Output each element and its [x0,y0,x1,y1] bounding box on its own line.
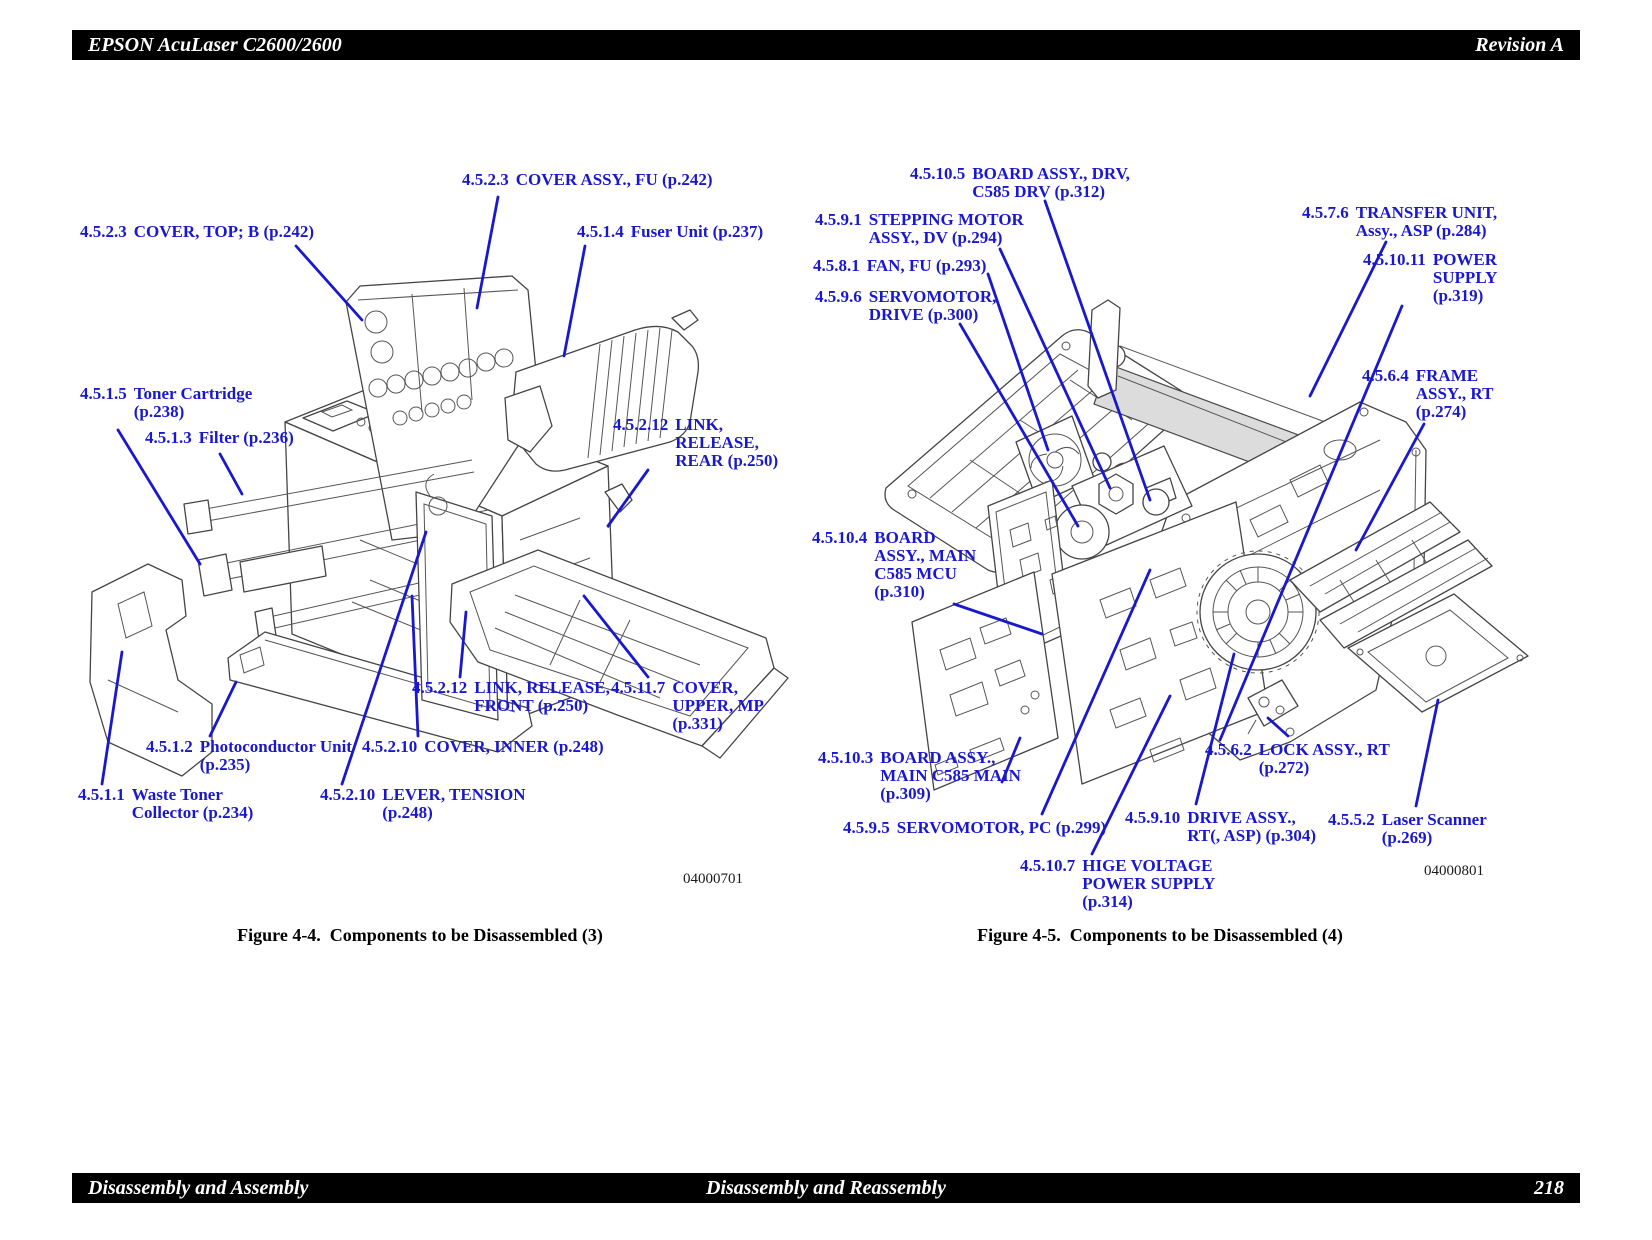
label-line: POWER [1432,250,1498,269]
label-line: COVER, [672,678,738,697]
label-line: BOARD ASSY., DRV, [972,164,1130,183]
drawing-code-left: 04000701 [683,871,743,887]
label-line: FRONT (p.250) [474,696,589,715]
label-line: (p.274) [1415,402,1467,421]
label-line: LINK, RELEASE, [474,678,610,697]
part-label-board-main: 4.5.10.3 BOARD ASSY., MAIN C585 MAIN (p.309) [818,748,1021,803]
label-line: Photoconductor Unit [199,737,352,756]
part-label-fuser-unit: 4.5.1.4 Fuser Unit (p.237) [577,222,764,241]
label-line: SERVOMOTOR, PC (p.299) [896,818,1107,837]
label-line: ASSY., DV (p.294) [868,228,1003,247]
label-line: Laser Scanner [1381,810,1487,829]
label-line: BOARD ASSY., [880,748,996,767]
label-line: (p.331) [672,714,723,733]
label-line: COVER, TOP; B (p.242) [133,222,315,241]
part-label-waste-toner-collector: 4.5.1.1 Waste Toner Collector (p.234) [78,785,254,822]
label-line: TRANSFER UNIT, [1355,203,1498,222]
header-bar [72,30,1580,60]
header-title: EPSON AcuLaser C2600/2600 [88,33,342,56]
figure-4-5-caption: Figure 4-5. Components to be Disassembled (4) [977,925,1343,945]
part-label-link-release-front: 4.5.2.12 LINK, RELEASE, FRONT (p.250) [412,678,610,715]
label-line: HIGE VOLTAGE [1082,856,1213,875]
part-label-filter: 4.5.1.3 Filter (p.236) [145,428,294,447]
part-label-cover-top-b: 4.5.2.3 COVER, TOP; B (p.242) [80,222,315,241]
part-label-stepping-motor: 4.5.9.1 STEPPING MOTOR ASSY., DV (p.294) [815,210,1024,247]
label-line: SERVOMOTOR, [868,287,997,306]
label-line: SUPPLY [1432,268,1498,287]
label-line: POWER SUPPLY [1082,874,1216,893]
part-label-lock-assy-rt: 4.5.6.2 LOCK ASSY., RT (p.272) [1205,740,1390,777]
figure-4-4-caption: Figure 4-4. Components to be Disassembled (3) [237,925,603,945]
label-line: (p.319) [1432,286,1484,305]
footer-left: Disassembly and Assembly [88,1176,309,1199]
label-line: FRAME [1415,366,1479,385]
label-line: ASSY., MAIN [874,546,977,565]
label-line: Assy., ASP (p.284) [1355,221,1487,240]
label-line: UPPER, MP [672,696,764,715]
part-label-hige-voltage-power-supply: 4.5.10.7 HIGE VOLTAGE POWER SUPPLY (p.314) [1020,856,1216,911]
label-line: (p.272) [1258,758,1310,777]
label-line: COVER ASSY., FU (p.242) [515,170,713,189]
part-label-frame-assy-rt: 4.5.6.4 FRAME ASSY., RT (p.274) [1362,366,1494,421]
label-line: MAIN C585 MAIN [880,766,1021,785]
label-line: (p.238) [133,402,185,421]
label-line: COVER, INNER (p.248) [424,737,604,756]
label-line: STEPPING MOTOR [868,210,1024,229]
part-label-cover-assy-fu: 4.5.2.3 COVER ASSY., FU (p.242) [462,170,713,189]
part-label-cover-inner: 4.5.2.10 COVER, INNER (p.248) [362,737,604,756]
part-label-board-mcu: 4.5.10.4 BOARD ASSY., MAIN C585 MCU (p.310) [812,528,977,601]
part-label-servomotor-drive: 4.5.9.6 SERVOMOTOR, DRIVE (p.300) [815,287,997,324]
label-line: DRIVE (p.300) [868,305,979,324]
header-revision: Revision A [1475,33,1564,56]
label-line: Toner Cartridge [133,384,253,403]
footer-page-number: 218 [1534,1176,1564,1199]
part-label-drive-assy-rt: 4.5.9.10 DRIVE ASSY., RT(, ASP) (p.304) [1125,808,1317,845]
part-label-transfer-unit: 4.5.7.6 TRANSFER UNIT, Assy., ASP (p.284) [1302,203,1498,240]
part-label-lever-tension: 4.5.2.10 LEVER, TENSION (p.248) [320,785,526,822]
label-line: REAR (p.250) [675,451,779,470]
label-line: RELEASE, [675,433,759,452]
label-line: (p.269) [1381,828,1433,847]
label-line: Waste Toner [131,785,223,804]
part-label-board-drv: 4.5.10.5 BOARD ASSY., DRV, C585 DRV (p.312) [910,164,1130,201]
label-line: ASSY., RT [1415,384,1494,403]
part-label-fan-fu: 4.5.8.1 FAN, FU (p.293) [813,256,987,275]
label-line: RT(, ASP) (p.304) [1187,826,1317,845]
label-line: BOARD [874,528,936,547]
part-label-servomotor-pc: 4.5.9.5 SERVOMOTOR, PC (p.299) [843,818,1107,837]
label-line: LINK, [675,415,723,434]
part-label-link-release-rear: 4.5.2.12 LINK, RELEASE, REAR (p.250) [613,415,779,470]
part-label-laser-scanner: 4.5.5.2 Laser Scanner (p.269) [1328,810,1487,847]
label-line: LOCK ASSY., RT [1258,740,1390,759]
label-line: Fuser Unit (p.237) [630,222,764,241]
part-label-photoconductor-unit: 4.5.1.2 Photoconductor Unit (p.235) [146,737,352,774]
part-label-power-supply: 4.5.10.11 POWER SUPPLY (p.319) [1363,250,1498,305]
label-line: LEVER, TENSION [382,785,526,804]
label-line: (p.235) [199,755,251,774]
label-line: (p.248) [382,803,433,822]
footer-center: Disassembly and Reassembly [706,1176,946,1199]
label-line: Filter (p.236) [198,428,294,447]
label-line: (p.310) [874,582,925,601]
label-line: Collector (p.234) [131,803,254,822]
part-label-toner-cartridge: 4.5.1.5 Toner Cartridge (p.238) [80,384,253,421]
label-line: C585 DRV (p.312) [972,182,1105,201]
part-label-cover-upper-mp: 4.5.11.7 COVER, UPPER, MP (p.331) [611,678,764,733]
footer-bar [72,1173,1580,1203]
label-line: DRIVE ASSY., [1187,808,1296,827]
label-line: (p.314) [1082,892,1133,911]
label-line: (p.309) [880,784,931,803]
label-line: C585 MCU [874,564,957,583]
label-line: FAN, FU (p.293) [866,256,987,275]
drawing-code-right: 04000801 [1424,863,1484,879]
